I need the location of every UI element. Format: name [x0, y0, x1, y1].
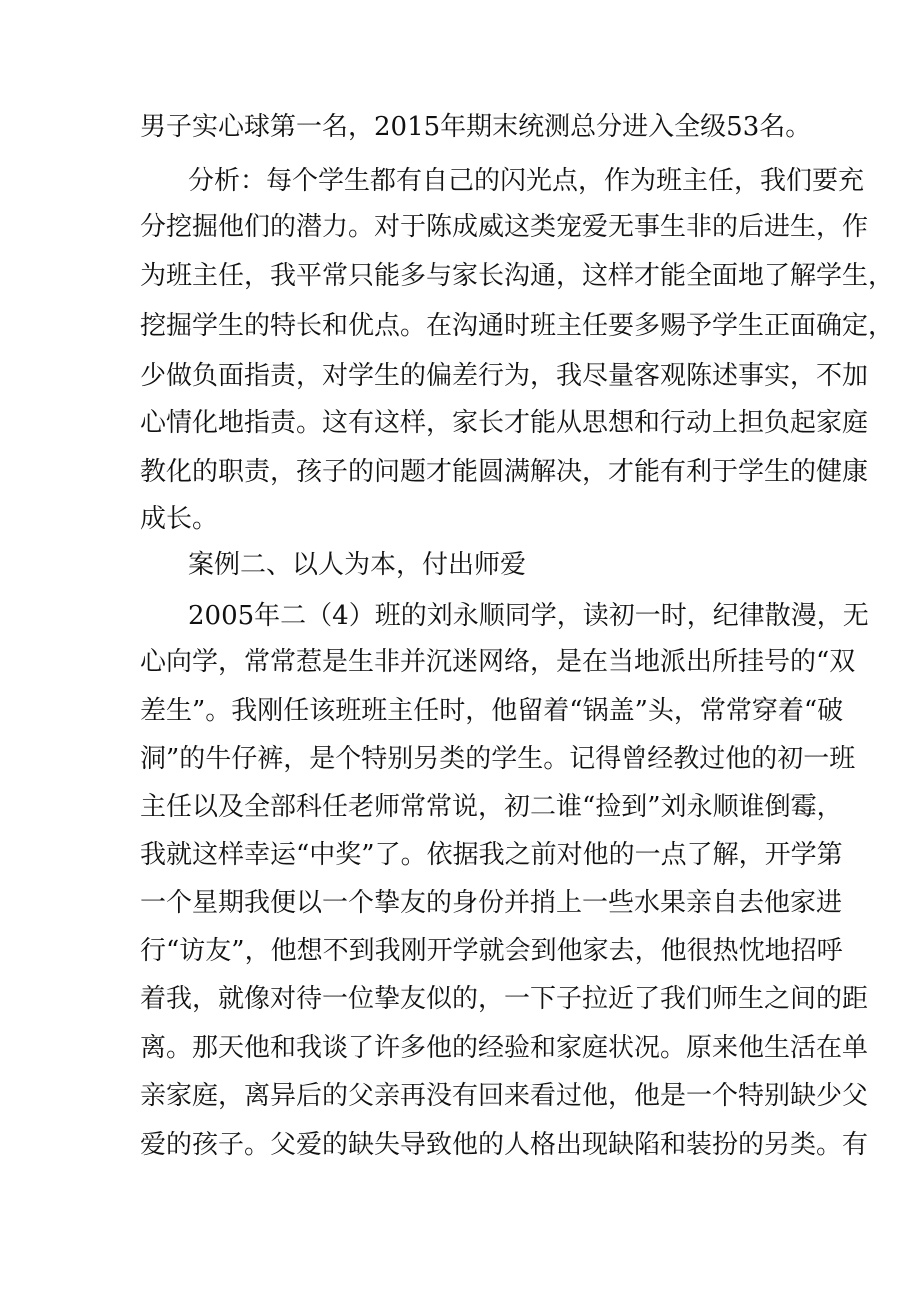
case-paragraph-line-1: 2005年二（4）班的刘永顺同学，读初一时，纪律散漫，无 — [188, 601, 869, 631]
case-paragraph-line-11: 亲家庭，离异后的父亲再没有回来看过他，他是一个特别缺少父 — [140, 1081, 869, 1111]
text-line-1: 男子实心球第一名，2015年期末统测总分进入全级53名。 — [140, 112, 812, 142]
case-paragraph-line-5: 主任以及全部科任老师常常说，初二谁“捡到”刘永顺谁倒霉， — [140, 792, 843, 822]
case-paragraph-line-8: 行“访友”，他想不到我刚开学就会到他家去，他很热忱地招呼 — [140, 936, 843, 966]
case-heading: 案例二、以人为本，付出师爱 — [188, 550, 527, 580]
case-paragraph-line-4: 洞”的牛仔裤，是个特别另类的学生。记得曾经教过他的初一班 — [140, 744, 856, 774]
case-paragraph-line-7: 一个星期我便以一个挚友的身份并捎上一些水果亲自去他家进 — [140, 888, 843, 918]
case-paragraph-line-3: 差生”。我刚任该班班主任时，他留着“锅盖”头，常常穿着“破 — [140, 696, 844, 726]
analysis-paragraph-line-7: 教化的职责，孩子的问题才能圆满解决，才能有利于学生的健康 — [140, 457, 869, 487]
analysis-paragraph-line-6: 心情化地指责。这有这样，家长才能从思想和行动上担负起家庭 — [140, 408, 869, 438]
case-paragraph-line-6: 我就这样幸运“中奖”了。依据我之前对他的一点了解，开学第 — [140, 840, 843, 870]
analysis-paragraph-line-8: 成长。 — [140, 504, 219, 534]
case-paragraph-line-9: 着我，就像对待一位挚友似的，一下子拉近了我们师生之间的距 — [140, 984, 869, 1014]
analysis-paragraph-line-2: 分挖掘他们的潜力。对于陈成威这类宠爱无事生非的后进生，作 — [140, 212, 869, 242]
case-paragraph-line-12: 爱的孩子。父爱的缺失导致他的人格出现缺陷和装扮的另类。有 — [140, 1130, 869, 1160]
case-paragraph-line-10: 离。那天他和我谈了许多他的经验和家庭状况。原来他生活在单 — [140, 1033, 869, 1063]
case-paragraph-line-2: 心向学，常常惹是生非并沉迷网络，是在当地派出所挂号的“双 — [140, 647, 856, 677]
analysis-paragraph-line-3: 为班主任，我平常只能多与家长沟通，这样才能全面地了解学生， — [140, 261, 895, 291]
analysis-paragraph-line-1: 分析：每个学生都有自己的闪光点，作为班主任，我们要充 — [188, 166, 865, 196]
analysis-paragraph-line-4: 挖掘学生的特长和优点。在沟通时班主任要多赐予学生正面确定， — [140, 311, 895, 341]
analysis-paragraph-line-5: 少做负面指责，对学生的偏差行为，我尽量客观陈述事实，不加 — [140, 361, 869, 391]
